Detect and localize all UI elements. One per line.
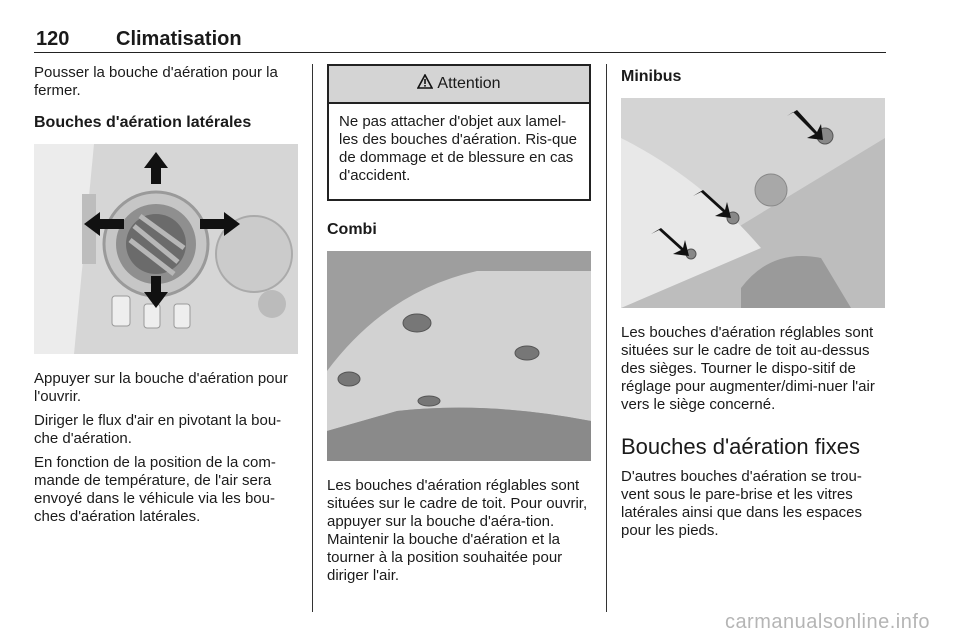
paragraph: Appuyer sur la bouche d'aération pour l'ouvrir.	[34, 370, 288, 405]
column-1	[34, 64, 298, 532]
page-header	[34, 24, 886, 53]
paragraph: Diriger le flux d'air en pivotant la bou-che d'aération.	[34, 412, 282, 447]
paragraph: Les bouches d'aération réglables sont situées sur le cadre de toit au-dessus des sièges. Tourner le dispo-sitif de réglage pour augmenter/dimi-nuer l'air vers le siège concerné.	[621, 324, 875, 413]
column-divider	[606, 64, 607, 612]
section-heading-minibus: Minibus	[621, 68, 682, 85]
page-number: 120	[36, 28, 70, 50]
warning-triangle-icon	[417, 74, 433, 94]
column-divider	[312, 64, 313, 612]
section-heading-fixed-vents: Bouches d'aération fixes	[621, 434, 861, 459]
minibus-roof-vents-figure	[621, 98, 885, 308]
chapter-title: Climatisation	[116, 28, 242, 50]
column-3	[621, 64, 885, 546]
column-2	[327, 64, 591, 591]
side-vent-figure	[34, 144, 298, 354]
paragraph: En fonction de la position de la com-mande de température, de l'air sera envoyé dans le véhicule via les bou-ches d'aération latérales.	[34, 454, 276, 525]
warning-text: Ne pas attacher d'objet aux lamel-les des bouches d'aération. Ris-que de dommage et de blessure en cas d'accident.	[339, 113, 578, 184]
warning-title: Attention	[437, 75, 501, 92]
warning-box	[327, 64, 591, 201]
intro-paragraph: Pousser la bouche d'aération pour la fermer.	[34, 64, 278, 99]
watermark: carmanualsonline.info	[724, 611, 930, 633]
warning-header	[329, 66, 589, 104]
paragraph: D'autres bouches d'aération se trou-vent sous le pare-brise et les vitres latérales ainsi que dans les espaces pour les pieds.	[621, 468, 862, 539]
section-heading-combi: Combi	[327, 221, 377, 238]
section-heading-side-vents: Bouches d'aération latérales	[34, 114, 252, 131]
combi-roof-vents-figure	[327, 251, 591, 461]
paragraph: Les bouches d'aération réglables sont situées sur le cadre de toit. Pour ouvrir, appuyer sur la bouche d'aéra-tion. Maintenir la bouche d'aération et la tourner à la position souhaitée pour diriger l'air.	[327, 477, 588, 584]
